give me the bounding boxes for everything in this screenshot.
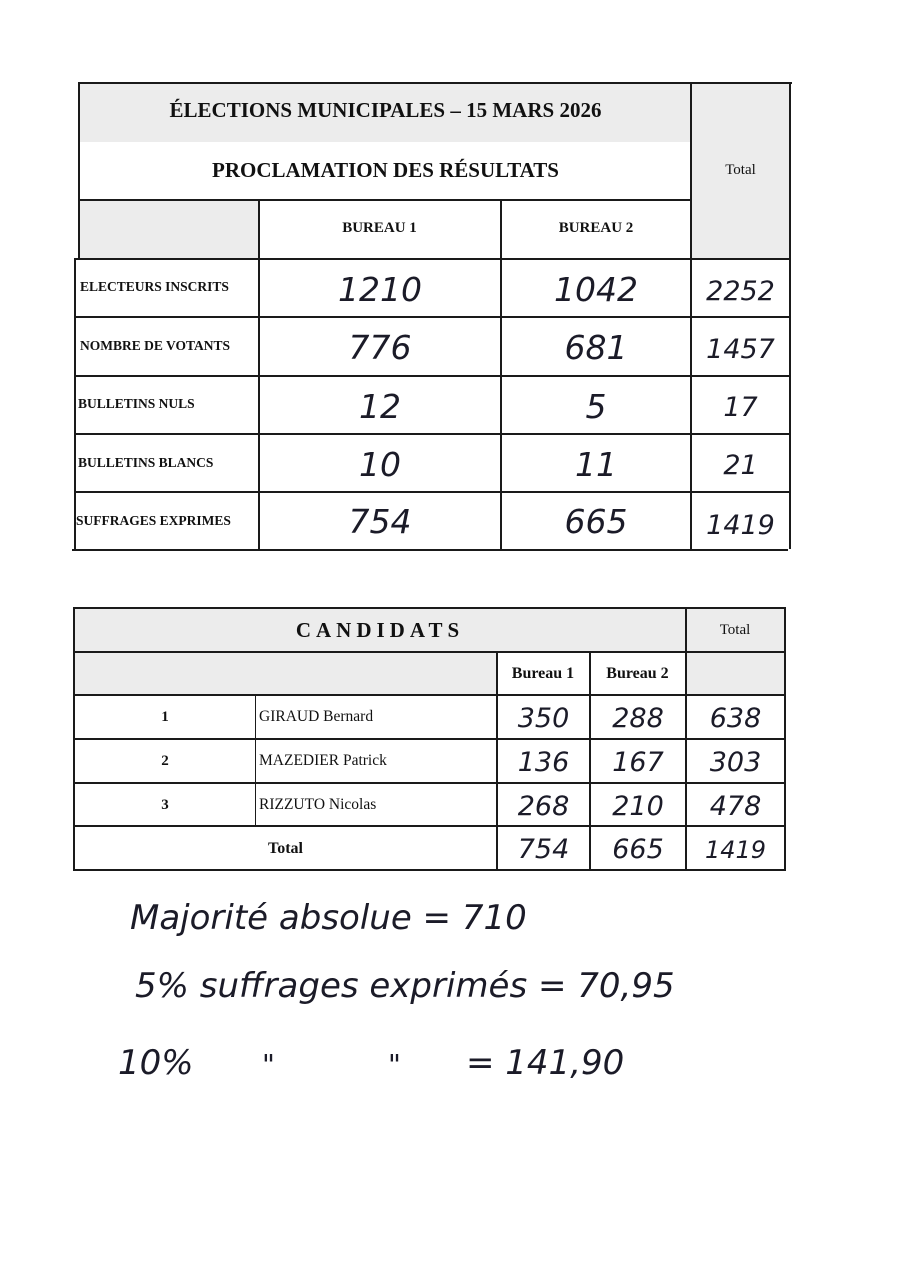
nuls-bureau2: 5 [585, 387, 607, 426]
votants-bureau1: 776 [348, 328, 412, 367]
exprimes-bureau1: 754 [348, 502, 412, 541]
candidate-number: 2 [161, 753, 169, 769]
blancs-bureau1: 10 [359, 445, 401, 484]
candidats-title: CANDIDATS [295, 618, 465, 642]
candidats-bureau2-header: Bureau 2 [606, 665, 669, 682]
majorite-absolue-note: Majorité absolue = 710 [130, 898, 527, 938]
candidate-2-total: 303 [709, 747, 762, 778]
row-label-bulletins-nuls: BULLETINS NULS [78, 396, 195, 411]
candidate-1-bureau1: 350 [517, 703, 570, 734]
row-label-electeurs-inscrits: ELECTEURS INSCRITS [80, 279, 229, 294]
ditto-mark: " [388, 1048, 401, 1081]
ten-percent-value: = 141,90 [466, 1043, 625, 1083]
votants-bureau2: 681 [564, 328, 628, 367]
candidats-total-bureau2: 665 [612, 834, 664, 865]
candidate-3-bureau1: 268 [517, 791, 570, 822]
nuls-total: 17 [723, 392, 758, 423]
candidate-name: MAZEDIER Patrick [259, 752, 387, 769]
blancs-total: 21 [723, 450, 758, 481]
candidate-number: 1 [161, 709, 169, 725]
inscrits-total: 2252 [706, 276, 775, 307]
nuls-bureau1: 12 [359, 387, 401, 426]
row-label-bulletins-blancs: BULLETINS BLANCS [78, 455, 214, 470]
candidate-1-bureau2: 288 [612, 703, 664, 734]
candidats-total-bureau1: 754 [517, 834, 570, 865]
bureau2-header: BUREAU 2 [558, 220, 634, 236]
proclamation-subtitle: PROCLAMATION DES RÉSULTATS [212, 158, 559, 182]
candidats-bureau1-header: Bureau 1 [511, 665, 575, 682]
results-total-header: Total [725, 162, 756, 178]
candidats-total-header: Total [719, 622, 751, 638]
ten-percent-label: 10% [118, 1043, 194, 1083]
bureau1-header: BUREAU 1 [342, 220, 417, 236]
inscrits-bureau1: 1210 [338, 270, 422, 309]
inscrits-bureau2: 1042 [554, 270, 638, 309]
exprimes-bureau2: 665 [564, 502, 628, 541]
candidate-2-bureau1: 136 [517, 747, 570, 778]
votants-total: 1457 [706, 334, 775, 365]
ditto-mark: " [262, 1048, 275, 1081]
candidats-total-label: Total [268, 840, 303, 857]
election-title: ÉLECTIONS MUNICIPALES – 15 MARS 2026 [169, 98, 602, 122]
candidate-3-bureau2: 210 [612, 791, 664, 822]
candidate-number: 3 [161, 797, 169, 813]
candidate-1-total: 638 [709, 703, 762, 734]
candidats-grand-total: 1419 [704, 836, 767, 864]
candidate-3-total: 478 [709, 791, 762, 822]
five-percent-note: 5% suffrages exprimés = 70,95 [135, 966, 675, 1006]
row-label-nombre-votants: NOMBRE DE VOTANTS [80, 338, 231, 353]
candidate-name: GIRAUD Bernard [259, 708, 374, 725]
row-label-suffrages-exprimes: SUFFRAGES EXPRIMES [76, 513, 231, 528]
candidate-2-bureau2: 167 [612, 747, 664, 778]
candidate-name: RIZZUTO Nicolas [259, 796, 377, 813]
exprimes-total: 1419 [706, 510, 775, 541]
blancs-bureau2: 11 [575, 445, 617, 484]
